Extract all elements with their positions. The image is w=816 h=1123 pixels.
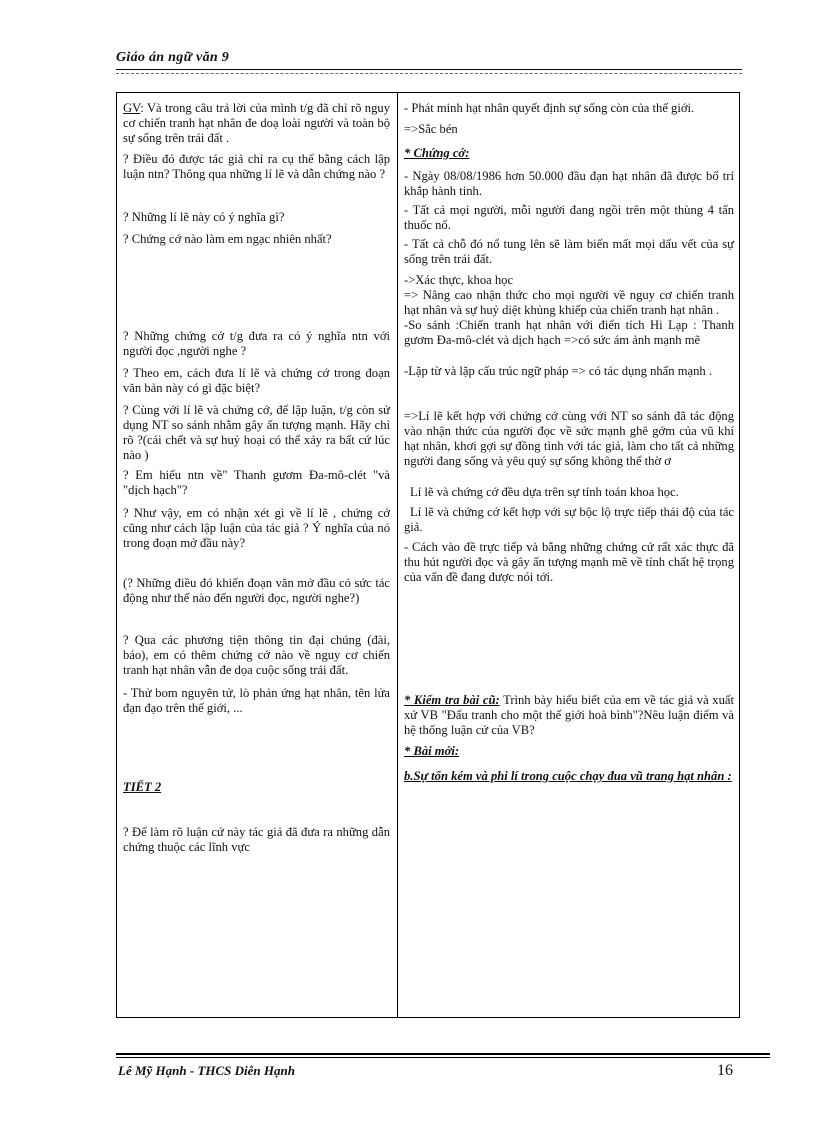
kiem-tra-text: Trình bày hiểu biết của em về tác giả và xuất xứ VB "Đấu tranh cho một thế giới hoà bình"?Nêu luận điểm và hệ thống luận cứ của VB? [404,693,734,737]
left-para-7: ? Cùng với lí lẽ và chứng cớ, để lập luận, t/g còn sử dụng NT so sánh nhằm gây ấn tượng mạnh. Hãy chỉ rõ ?(cái chết và sự huỷ hoại có thể xảy ra bất cứ lúc nào ) [123,403,390,462]
right-para-13: Lí lẽ và chứng cớ kết hợp với sự bộc lộ trực tiếp thái độ của tác giả. [404,505,734,534]
bai-moi-heading: * Bài mới: [404,744,460,758]
lesson-table [116,92,740,1018]
right-para-14: - Cách vào đề trực tiếp và bằng những chứng cứ rất xác thực đã thu hút người đọc và gây ấn tượng mạnh mẽ về tính chất hệ trọng của vấn đề đang được nói tới. [404,540,734,584]
right-para-6: - Tất cả chỗ đó nổ tung lên sẽ làm biến mất mọi dấu vết của sự sống trên trái đất. [404,237,734,266]
left-para-8: ? Em hiểu ntn về" Thanh gươm Đa-mô-clét "và "dịch hạch"? [123,468,390,497]
gv-label: GV [123,101,141,115]
column-divider [397,93,398,1017]
right-para-9: -So sánh :Chiến tranh hạt nhân với điển tích Hi Lạp : Thanh gươm Đa-mô-clét và dịch hạch =>có sức ám ảnh mạnh mẽ [404,318,734,347]
page-number: 16 [717,1062,733,1079]
left-para-2: ? Điều đó được tác giả chỉ ra cụ thể bằng cách lập luận ntn? Thông qua những lí lẽ và dẫn chứng nào ? [123,152,390,181]
right-column [404,101,734,784]
right-para-7: ->Xác thực, khoa học [404,273,514,287]
right-para-2: =>Sắc bén [404,122,458,136]
left-para-6: ? Theo em, cách đưa lí lẽ và chứng cớ trong đoạn văn bản này có gì đặc biệt? [123,366,390,395]
kiem-tra-label: * Kiểm tra bài cũ: [404,693,500,707]
right-para-11: =>Lí lẽ kết hợp với chứng cớ cùng với NT so sánh đã tác động vào nhận thức của người đọc về sức mạnh ghê gớm của vũ khí hạt nhân, khơi gợi sự đồng tình với tác giả, làm cho tất cả những người đang sống và yêu quý sự sống không thể thờ ơ [404,409,734,468]
right-para-8: => Nâng cao nhận thức cho mọi người về nguy cơ chiến tranh hạt nhân và sự huỷ diệt khủng khiếp của chiến tranh hạt nhân . [404,288,734,317]
right-para-4: - Ngày 08/08/1986 hơn 50.000 đầu đạn hạt nhân đã được bố trí khắp hành tinh. [404,169,734,198]
left-para-1 [123,101,390,146]
left-para-11: ? Qua các phương tiện thông tin đại chúng (đài, báo), em có thêm chứng cớ nào về nguy cơ chiến tranh hạt nhân vẫn đe dọa cuộc sống trái đất. [123,633,390,677]
page-header-title: Giáo án ngữ văn 9 [116,50,230,65]
header-rule [116,69,742,70]
right-para-10: -Lặp từ và lặp cấu trúc ngữ pháp => có tác dụng nhấn mạnh . [404,364,712,378]
right-para-15 [404,693,734,738]
left-para-9: ? Như vậy, em có nhận xét gì về lí lẽ , chứng cớ cũng như cách lập luận của tác giả ? Ý nghĩa của nó trong đoạn mở đầu này? [123,506,390,550]
footer-rule [116,1053,770,1055]
right-para-5: - Tất cả mọi người, mỗi người đang ngồi trên một thùng 4 tấn thuốc nổ. [404,203,734,232]
section-b-heading: b.Sự tốn kém và phi lí trong cuộc chạy đua vũ trang hạt nhân : [404,769,732,783]
tiet-2-heading: TIẾT 2 [123,780,162,794]
left-column [123,101,390,855]
left-para-3: ? Những lí lẽ này có ý nghĩa gì? [123,210,285,224]
left-para-12: - Thử bom nguyên tử, lò phản ứng hạt nhân, tên lửa đạn đạo trên thế giới, ... [123,686,390,715]
chung-co-heading: * Chứng cớ: [404,146,470,160]
left-para-13: ? Để làm rõ luận cứ này tác giả đã đưa ra những dẫn chứng thuộc các lĩnh vực [123,825,390,854]
left-para-5: ? Những chứng cớ t/g đưa ra có ý nghĩa ntn với người đọc ,người nghe ? [123,329,390,358]
footer-author: Lê Mỹ Hạnh - THCS Diễn Hạnh [118,1063,295,1078]
left-text-1: : Và trong câu trả lời của mình t/g đã chỉ rõ nguy cơ chiến tranh hạt nhân đe doạ loài người và toàn bộ sự sống trên trái đất . [123,101,390,145]
footer-rule-thin [116,1057,770,1058]
right-para-1: - Phát minh hạt nhân quyết định sự sống còn của thế giới. [404,101,695,115]
left-para-4: ? Chứng cớ nào làm em ngạc nhiên nhất? [123,232,332,246]
header-rule-dashed [116,73,742,74]
left-para-10: (? Những điều đó khiến đoạn văn mở đầu có sức tác động như thế nào đến người đọc, người nghe?) [123,576,390,605]
right-para-12: Lí lẽ và chứng cớ đều dựa trên sự tính toán khoa học. [410,485,679,499]
